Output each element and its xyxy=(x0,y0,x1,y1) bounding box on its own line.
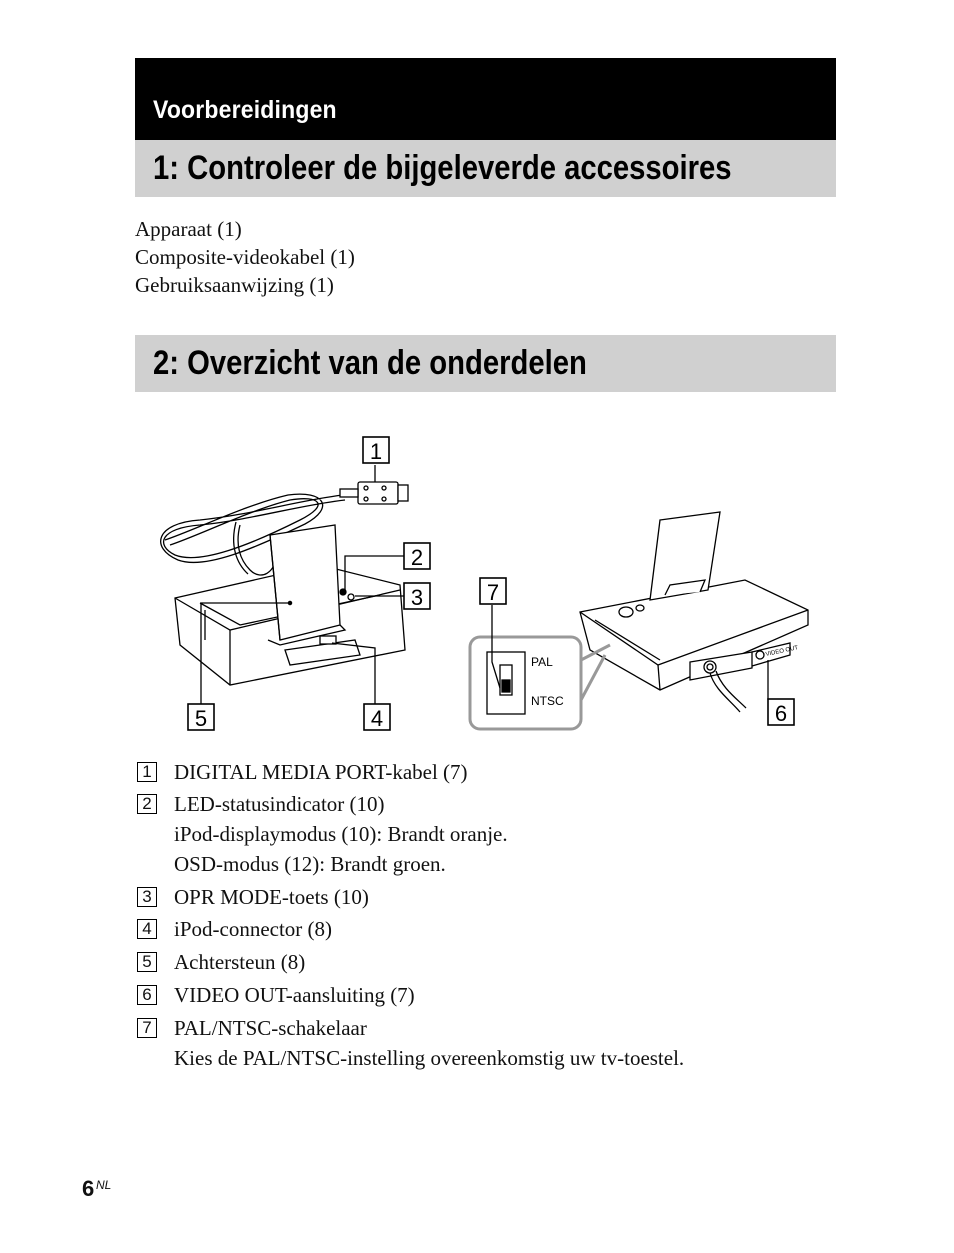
legend-text: Achtersteun (8) xyxy=(174,950,306,974)
callout-1: 1 xyxy=(369,439,383,464)
parts-illustration xyxy=(130,430,820,740)
callout-2: 2 xyxy=(410,545,424,570)
legend-text: iPod-connector (8) xyxy=(174,917,333,941)
legend-number: 1 xyxy=(137,762,157,782)
legend-subtext: iPod-displaymodus (10): Brandt oranje. xyxy=(174,822,508,846)
callout-4: 4 xyxy=(370,706,384,731)
callout-3: 3 xyxy=(410,585,424,610)
legend-text: VIDEO OUT-aansluiting (7) xyxy=(174,983,415,1007)
accessory-item: Composite-videokabel (1) xyxy=(135,245,355,269)
legend-subtext: OSD-modus (12): Brandt groen. xyxy=(174,852,446,876)
dock-rear-view xyxy=(580,512,808,712)
callout-5: 5 xyxy=(194,706,208,731)
heading-parts-overview: 2: Overzicht van de onderdelen xyxy=(153,344,587,382)
legend-text: OPR MODE-toets (10) xyxy=(174,885,369,909)
callout-7: 7 xyxy=(486,580,500,605)
ntsc-label: NTSC xyxy=(531,694,564,708)
legend-number: 4 xyxy=(137,919,157,939)
legend-number: 2 xyxy=(137,794,157,814)
page-number: 6 xyxy=(82,1176,95,1201)
legend-text: PAL/NTSC-schakelaar xyxy=(174,1016,367,1040)
callout-6: 6 xyxy=(774,701,788,726)
dock-front-view xyxy=(161,465,408,706)
svg-text:VIDEO OUT: VIDEO OUT xyxy=(765,645,799,658)
legend-text: LED-statusindicator (10) xyxy=(174,792,385,816)
legend-number: 3 xyxy=(137,887,157,907)
legend-number: 7 xyxy=(137,1018,157,1038)
legend-number: 5 xyxy=(137,952,157,972)
pal-label: PAL xyxy=(531,655,553,669)
legend-text: DIGITAL MEDIA PORT-kabel (7) xyxy=(174,760,468,784)
legend-subtext: Kies de PAL/NTSC-instelling overeenkomstig uw tv-toestel. xyxy=(174,1046,685,1070)
accessory-item: Gebruiksaanwijzing (1) xyxy=(135,273,334,297)
legend-number: 6 xyxy=(137,985,157,1005)
section-title: Voorbereidingen xyxy=(153,96,337,124)
accessory-item: Apparaat (1) xyxy=(135,217,242,241)
heading-accessories: 1: Controleer de bijgeleverde accessoires xyxy=(153,149,732,187)
page-language: NL xyxy=(96,1178,112,1192)
